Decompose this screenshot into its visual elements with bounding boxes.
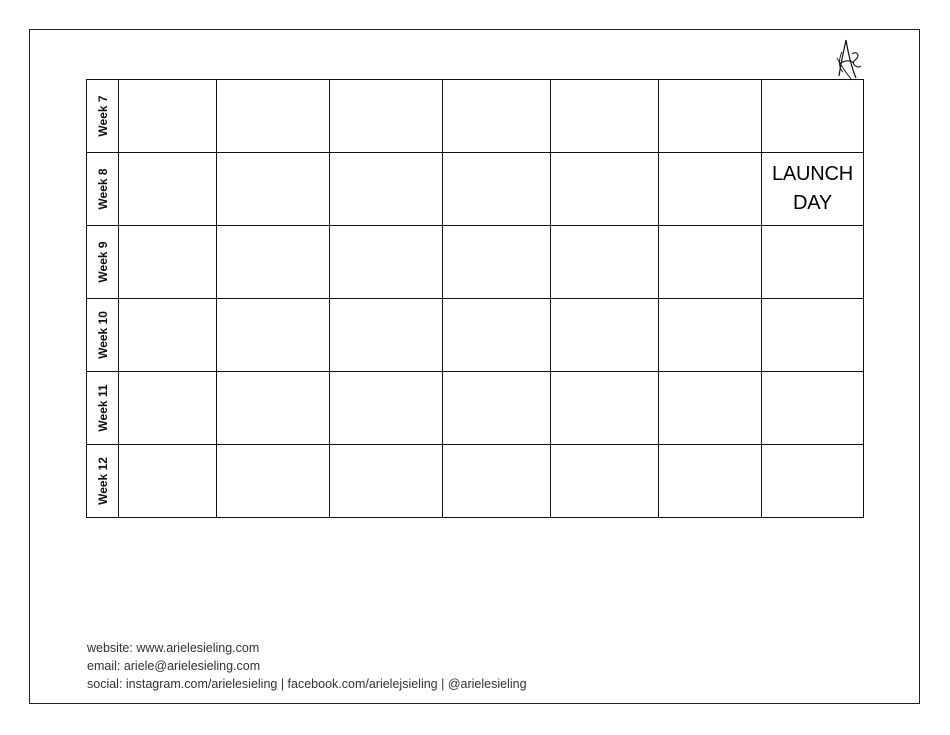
day-cell[interactable] [119, 299, 217, 372]
launch-day-label: LAUNCH DAY [771, 163, 854, 214]
week-label-cell [87, 445, 119, 518]
day-cell[interactable] [217, 299, 330, 372]
week-label: Week 9 [95, 241, 110, 283]
day-cell[interactable] [217, 153, 330, 226]
day-cell[interactable] [330, 226, 443, 299]
day-cell[interactable] [119, 445, 217, 518]
contact-footer [87, 639, 527, 693]
week-label-cell [87, 372, 119, 445]
day-cell[interactable] [659, 226, 762, 299]
email-text: email: ariele@arielesieling.com [87, 659, 261, 673]
day-cell[interactable] [443, 226, 551, 299]
day-cell[interactable] [551, 226, 659, 299]
day-cell[interactable] [119, 80, 217, 153]
week-row [87, 445, 864, 518]
week-label-cell [87, 80, 119, 153]
day-cell[interactable] [659, 299, 762, 372]
day-cell[interactable] [762, 372, 864, 445]
week-label: Week 8 [95, 168, 110, 210]
day-cell[interactable] [659, 372, 762, 445]
day-cell[interactable] [659, 153, 762, 226]
day-cell[interactable] [762, 226, 864, 299]
week-row [87, 80, 864, 153]
day-cell[interactable] [551, 153, 659, 226]
day-cell[interactable] [659, 80, 762, 153]
day-cell[interactable] [119, 226, 217, 299]
day-cell[interactable] [330, 299, 443, 372]
social-text: social: instagram.com/arielesieling | facebook.com/arielejsieling | @arielesieling [87, 677, 527, 691]
day-cell[interactable] [443, 445, 551, 518]
day-cell[interactable] [659, 445, 762, 518]
weekly-calendar-grid [86, 79, 864, 518]
signature-logo-icon [834, 38, 862, 82]
day-cell[interactable] [217, 372, 330, 445]
day-cell[interactable] [119, 372, 217, 445]
day-cell[interactable] [443, 372, 551, 445]
day-cell[interactable] [443, 80, 551, 153]
week-row [87, 372, 864, 445]
day-cell[interactable] [762, 80, 864, 153]
week-label: Week 10 [95, 311, 110, 359]
week-label-cell [87, 299, 119, 372]
website-text: website: www.arielesieling.com [87, 641, 260, 655]
week-label: Week 12 [95, 457, 110, 505]
week-row [87, 226, 864, 299]
week-row [87, 299, 864, 372]
day-cell[interactable] [217, 80, 330, 153]
week-label-cell [87, 226, 119, 299]
day-cell[interactable] [443, 153, 551, 226]
week-label-cell [87, 153, 119, 226]
day-cell[interactable] [551, 80, 659, 153]
day-cell[interactable] [551, 445, 659, 518]
day-cell[interactable] [551, 299, 659, 372]
day-cell[interactable] [330, 80, 443, 153]
week-label: Week 11 [95, 384, 110, 432]
week-row [87, 153, 864, 226]
week-label: Week 7 [95, 95, 110, 137]
day-cell[interactable] [217, 226, 330, 299]
day-cell[interactable] [330, 445, 443, 518]
day-cell[interactable] [551, 372, 659, 445]
launch-day-cell[interactable] [762, 153, 864, 226]
day-cell[interactable] [762, 299, 864, 372]
day-cell[interactable] [119, 153, 217, 226]
day-cell[interactable] [330, 372, 443, 445]
day-cell[interactable] [762, 445, 864, 518]
day-cell[interactable] [330, 153, 443, 226]
day-cell[interactable] [443, 299, 551, 372]
day-cell[interactable] [217, 445, 330, 518]
